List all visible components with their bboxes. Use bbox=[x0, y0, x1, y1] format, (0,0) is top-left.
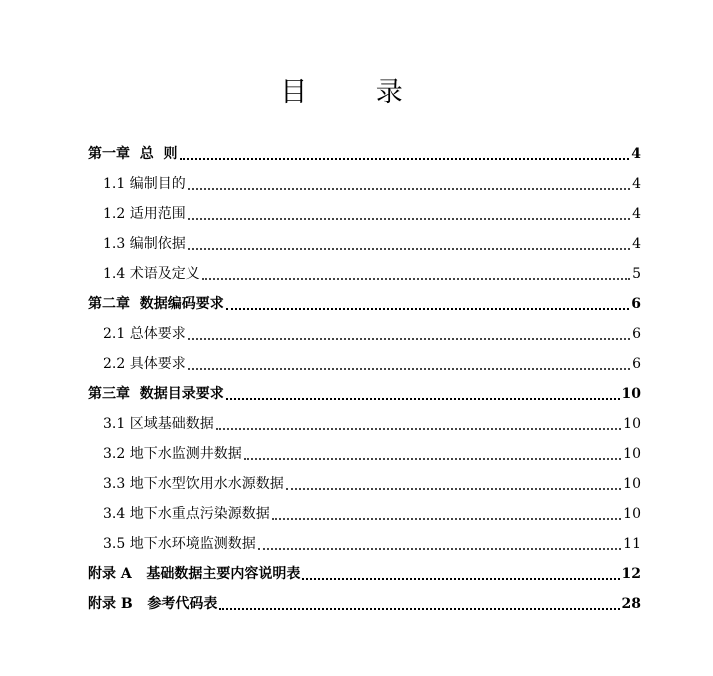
toc-chapter-entry[interactable] bbox=[88, 592, 641, 614]
toc-chapter-entry[interactable] bbox=[88, 292, 641, 314]
toc-section-entry[interactable] bbox=[103, 232, 641, 254]
toc-page-number: 10 bbox=[621, 386, 641, 402]
toc-entry-label: 1.1 编制目的 bbox=[103, 176, 186, 192]
toc-entry-label: 第一章 总 则 bbox=[88, 146, 178, 162]
toc-entry-label: 1.4 术语及定义 bbox=[103, 266, 200, 282]
toc-entry-label: 附录 A 基础数据主要内容说明表 bbox=[88, 566, 301, 582]
toc-entry-label: 3.5 地下水环境监测数据 bbox=[103, 536, 256, 552]
toc-section-entry[interactable] bbox=[103, 172, 641, 194]
toc-entry-label: 第二章 数据编码要求 bbox=[88, 296, 224, 312]
toc-section-entry[interactable] bbox=[103, 412, 641, 434]
toc-entry-label: 附录 B 参考代码表 bbox=[88, 596, 218, 612]
toc-page-number: 6 bbox=[632, 326, 641, 342]
toc-entry-label: 3.3 地下水型饮用水水源数据 bbox=[103, 476, 284, 492]
toc-page-number: 4 bbox=[632, 236, 641, 252]
dot-leader bbox=[272, 518, 621, 520]
toc-entry-label: 3.2 地下水监测井数据 bbox=[103, 446, 242, 462]
dot-leader bbox=[258, 548, 621, 550]
dot-leader bbox=[188, 338, 630, 340]
toc-section-entry[interactable] bbox=[103, 262, 641, 284]
toc-page-number: 4 bbox=[631, 146, 641, 162]
toc-page-number: 5 bbox=[632, 266, 641, 282]
dot-leader bbox=[219, 608, 619, 610]
toc-entry-label: 3.4 地下水重点污染源数据 bbox=[103, 506, 270, 522]
toc-section-entry[interactable] bbox=[103, 202, 641, 224]
dot-leader bbox=[226, 398, 620, 400]
dot-leader bbox=[180, 158, 630, 160]
dot-leader bbox=[226, 308, 630, 310]
toc-entry-label: 3.1 区域基础数据 bbox=[103, 416, 214, 432]
toc-page-number: 10 bbox=[623, 476, 641, 492]
toc-page-number: 6 bbox=[631, 296, 641, 312]
toc-entry-label: 2.2 具体要求 bbox=[103, 356, 186, 372]
toc-chapter-entry[interactable] bbox=[88, 142, 641, 164]
page-title: 目 录 bbox=[280, 77, 433, 108]
toc-entry-label: 1.3 编制依据 bbox=[103, 236, 186, 252]
toc-chapter-entry[interactable] bbox=[88, 382, 641, 404]
dot-leader bbox=[244, 458, 621, 460]
toc-entry-label: 第三章 数据目录要求 bbox=[88, 386, 224, 402]
toc-section-entry[interactable] bbox=[103, 352, 641, 374]
toc-page-number: 12 bbox=[621, 566, 641, 582]
toc-page-number: 10 bbox=[623, 506, 641, 522]
toc-entry-label: 1.2 适用范围 bbox=[103, 206, 186, 222]
dot-leader bbox=[286, 488, 621, 490]
dot-leader bbox=[188, 188, 630, 190]
toc-section-entry[interactable] bbox=[103, 442, 641, 464]
toc-page-number: 4 bbox=[632, 176, 641, 192]
toc-page-number: 6 bbox=[632, 356, 641, 372]
dot-leader bbox=[302, 578, 619, 580]
toc-page-number: 10 bbox=[623, 416, 641, 432]
dot-leader bbox=[188, 368, 630, 370]
dot-leader bbox=[216, 428, 621, 430]
toc-page-number: 11 bbox=[623, 536, 641, 552]
dot-leader bbox=[188, 218, 630, 220]
toc-page-number: 4 bbox=[632, 206, 641, 222]
toc-section-entry[interactable] bbox=[103, 322, 641, 344]
toc-section-entry[interactable] bbox=[103, 532, 641, 554]
toc-section-entry[interactable] bbox=[103, 472, 641, 494]
toc-section-entry[interactable] bbox=[103, 502, 641, 524]
dot-leader bbox=[202, 278, 630, 280]
toc-page-number: 28 bbox=[621, 596, 641, 612]
toc-page-number: 10 bbox=[623, 446, 641, 462]
dot-leader bbox=[188, 248, 630, 250]
toc-chapter-entry[interactable] bbox=[88, 562, 641, 584]
toc-entry-label: 2.1 总体要求 bbox=[103, 326, 186, 342]
